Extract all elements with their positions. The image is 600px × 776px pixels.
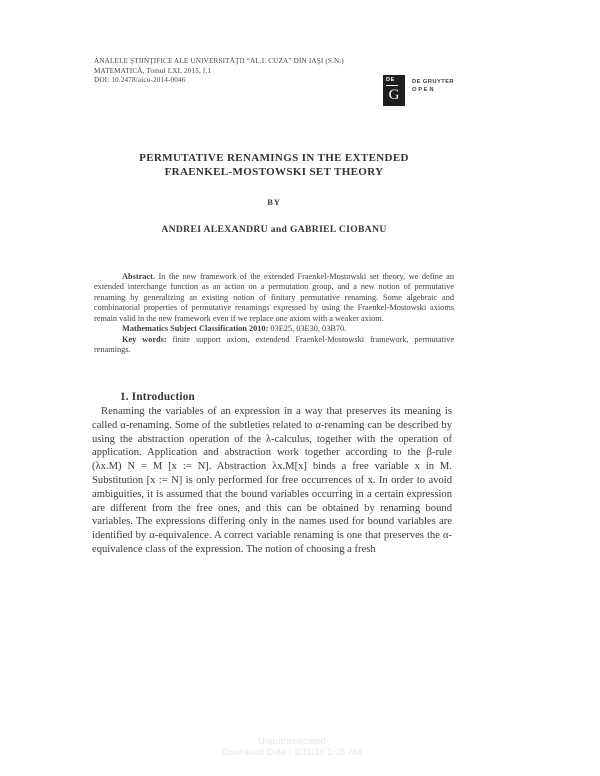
watermark-line-1: Unauthenticated	[258, 736, 326, 746]
journal-header	[94, 57, 344, 86]
keywords-text: finite support axiom, extendend Fraenkel-Mostowski framework, permutative renamings.	[94, 334, 454, 355]
keywords-line	[94, 335, 454, 356]
abstract-text: In the new framework of the extended Fraenkel-Mostowski set theory, we define an extended interchange function as an action on a permutation group, and a new notion of permutative renaming by generalizing an existing notion of finitary permutative renaming. Some algebraic and combinatorial properties of permutative renamings expressed by using the Fraenkel-Mostowski axioms remain valid in the new framework even if we replace one axiom with a weaker axiom.	[94, 272, 455, 323]
abstract-section	[94, 272, 454, 356]
watermark	[0, 736, 584, 758]
abstract-paragraph	[94, 272, 454, 324]
title-line-1: PERMUTATIVE RENAMINGS IN THE EXTENDED	[139, 152, 409, 164]
watermark-line-2: Download Date | 3/31/16 1:05 AM	[222, 747, 362, 757]
byline: BY	[267, 197, 281, 207]
abstract-label: Abstract.	[122, 272, 155, 281]
logo-g-text: G	[388, 87, 400, 103]
introduction-paragraph: Renaming the variables of an expression in a way that preserves its meaning is called α-renaming. Some of the subtleties related to α-renaming can be described by using the abstraction operation of the λ-calculus, together with the operation of application. Application and abstraction work together according to the β-rule (λx.M) N = M [x := N]. Abstraction λx.M[x] binds a free variable x in M. Substitution [x := N] is only performed for free occurrences of x. In order to avoid ambiguities, it is assumed that the bound variables occurring in a certain expression are different from the free ones, and this can be obtained by renaming bound variables. The expressions differing only in the names used for bound variables are identified by α-equivalence. A correct variable renaming is one that preserves the α-equivalence class of the expression. The notion of choosing a fresh	[92, 406, 452, 555]
title-line-2: FRAENKEL-MOSTOWSKI SET THEORY	[164, 165, 384, 178]
msc-codes: 03E25, 03E30, 03B70.	[270, 324, 347, 334]
logo-de-text: DE	[386, 77, 395, 83]
msc-label: Mathematics Subject Classification 2010:	[122, 324, 269, 334]
authors: ANDREI ALEXANDRU and GABRIEL CIOBANU	[161, 224, 387, 235]
journal-volume: MATEMATICĂ, Tomul LXI, 2015, f.1	[94, 66, 212, 75]
publisher-logo	[383, 75, 473, 107]
de-gruyter-logo-icon	[383, 75, 405, 106]
msc-line	[94, 324, 454, 334]
section-heading-introduction: 1. Introduction	[120, 391, 195, 403]
publisher-name: DE GRUYTER	[412, 79, 455, 85]
publisher-open: OPEN	[412, 86, 436, 93]
publisher-wordmark	[412, 79, 454, 93]
journal-name: ANALELE ŞTIINŢIFICE ALE UNIVERSITĂŢII “AL.I. CUZA” DIN IAŞI (S.N.)	[94, 57, 344, 65]
paper-title	[94, 152, 454, 179]
keywords-label: Key words:	[122, 334, 167, 344]
journal-doi: DOI: 10.2478/aicu-2014-0046	[94, 76, 186, 85]
